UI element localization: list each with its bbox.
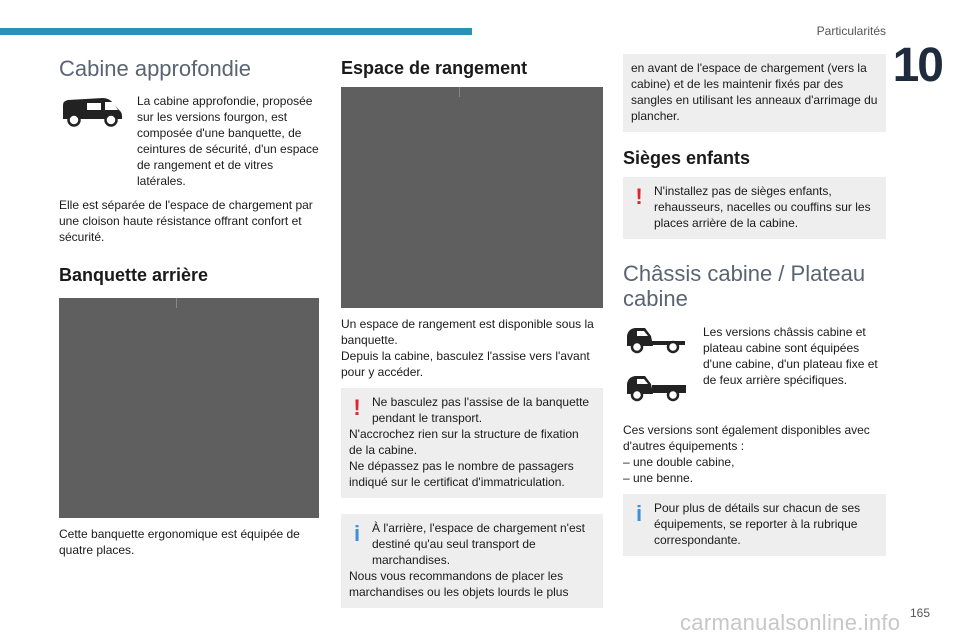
list-item: – une double cabine,	[623, 454, 735, 469]
photo-mark	[176, 298, 177, 308]
warning-text-3: Ne dépassez pas le nombre de passagers indiqué sur le certificat d'immatriculation.	[349, 459, 574, 489]
chapter-number: 10	[892, 39, 942, 92]
banquette-heading: Banquette arrière	[59, 265, 209, 286]
espace-heading: Espace de rangement	[341, 58, 528, 78]
banquette-caption: Cette banquette ergonomique est équipée de quatre places.	[59, 527, 300, 558]
page-number: 165	[909, 606, 930, 620]
espace-text-2: Depuis la cabine, basculez l'assise vers l'avant pour y accéder.	[341, 349, 590, 379]
continued-note	[623, 54, 886, 132]
info-icon: i	[635, 500, 643, 526]
warning-text-1: Ne basculez pas l'assise de la banquette pendant le transport.	[372, 395, 590, 425]
chassis-heading: Châssis cabine / Plateau cabine	[623, 261, 866, 312]
cabine-intro	[59, 93, 319, 189]
cabine-heading: Cabine approfondie	[59, 56, 252, 81]
sieges-heading: Sièges enfants	[623, 148, 751, 168]
info-icon: i	[353, 521, 361, 546]
chassis-info-text: Pour plus de détails sur chacun de ses équipements, se reporter à la rubrique correspondante.	[654, 500, 861, 547]
warning-note	[341, 388, 603, 498]
chassis-icons	[623, 324, 691, 402]
section-title: Particularités	[816, 24, 886, 38]
van-icon	[59, 93, 125, 127]
continued-text: en avant de l'espace de chargement (vers la cabine) et de les maintenir fixés par des sangles en utilisant les anneaux d'arrimage du plancher.	[631, 61, 878, 123]
espace-photo	[341, 87, 603, 308]
list-item: – une benne.	[623, 470, 694, 485]
watermark: carmanualsonline.info	[680, 610, 901, 635]
cabine-description: La cabine approfondie, proposée sur les versions fourgon, est composée d'une banquette, de ceintures de sécurité, d'un espace de rangement et de vitres latérales.	[137, 94, 319, 189]
cabine-description-2: Elle est séparée de l'espace de chargement par une cloison haute résistance offrant confort et sécurité.	[59, 198, 313, 245]
flatbed-truck-icon	[623, 372, 689, 402]
column-1	[59, 52, 319, 558]
column-2	[341, 52, 603, 608]
photo-mark	[459, 87, 460, 97]
chassis-cab-icon	[623, 324, 689, 354]
info-text-1: À l'arrière, l'espace de chargement n'est destiné qu'au seul transport de marchandises.	[372, 521, 585, 567]
header-accent-bar	[0, 28, 472, 35]
info-text-2: Nous vous recommandons de placer les marchandises ou les objets lourds le plus	[349, 569, 569, 599]
banquette-photo	[59, 298, 319, 518]
info-note	[341, 514, 603, 608]
warning-text-2: N'accrochez rien sur la structure de fixation de la cabine.	[349, 427, 579, 457]
sieges-warning-note	[623, 177, 886, 239]
chassis-description: Les versions châssis cabine et plateau cabine sont équipées d'une cabine, d'un plateau fixe et de feux arrière spécifiques.	[703, 324, 878, 387]
warning-icon: !	[353, 395, 361, 420]
espace-text-1: Un espace de rangement est disponible sous la banquette.	[341, 317, 594, 347]
column-3	[623, 52, 886, 556]
versions-text: Ces versions sont également disponibles avec d'autres équipements :	[623, 422, 870, 453]
chassis-info-note	[623, 494, 886, 556]
warning-icon: !	[635, 184, 643, 209]
chassis-intro	[623, 324, 886, 402]
sieges-warning-text: N'installez pas de sièges enfants, rehausseurs, nacelles ou couffins sur les places arrière de la cabine.	[654, 184, 871, 230]
